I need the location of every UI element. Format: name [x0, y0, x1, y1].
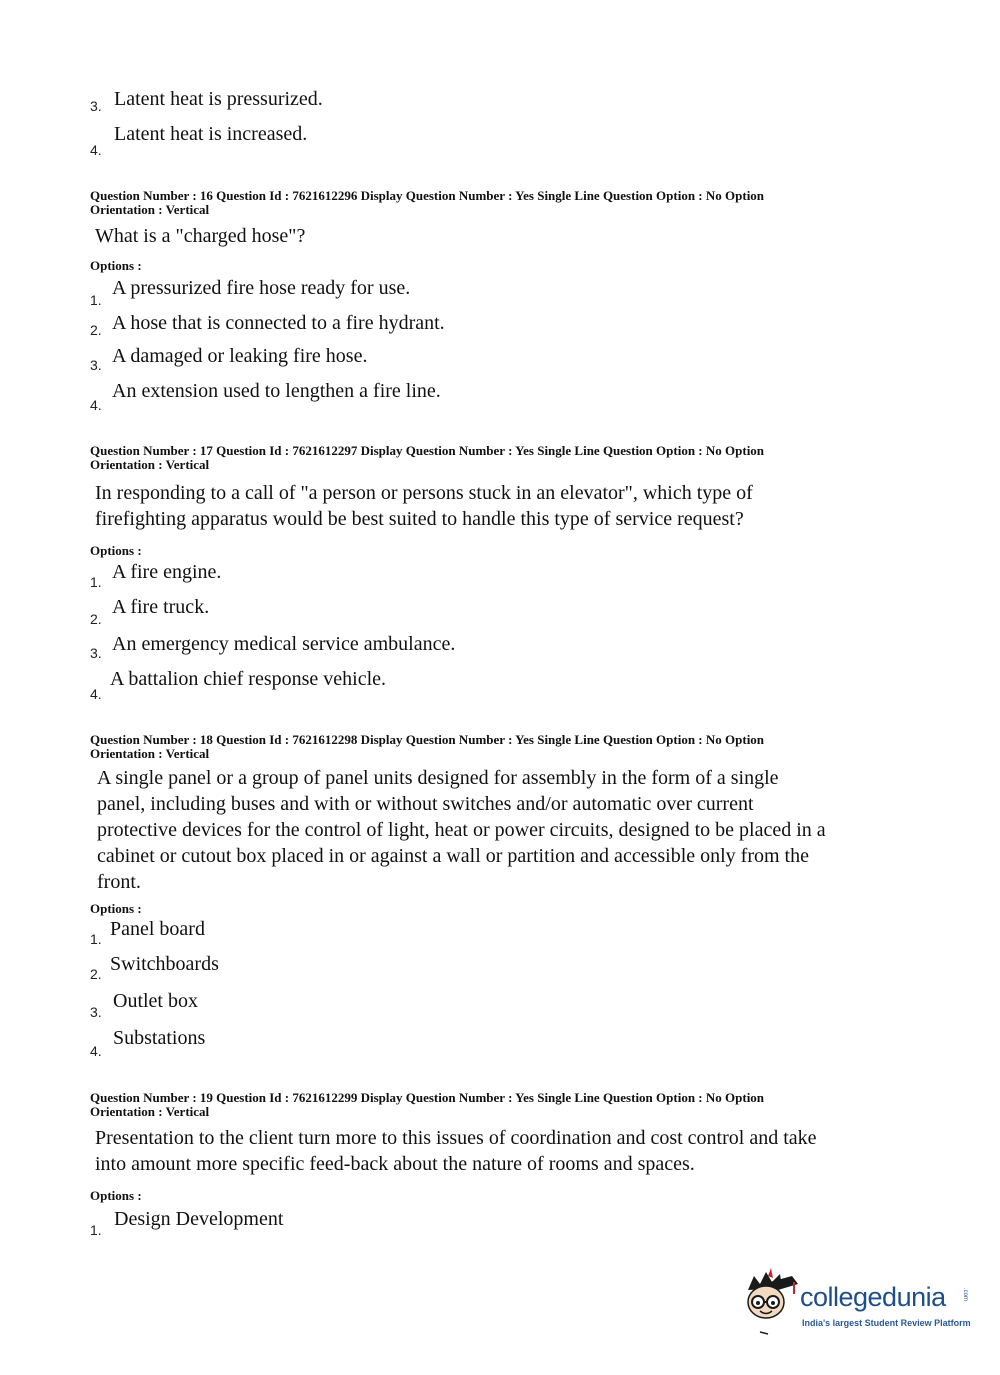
- question-meta: [90, 189, 890, 217]
- question-text-line: Presentation to the client turn more to this issues of coordination and cost control and take: [95, 1127, 817, 1149]
- option-number: 4.: [90, 397, 102, 413]
- question-text: [95, 223, 305, 249]
- option-text: An emergency medical service ambulance.: [112, 633, 456, 655]
- option-number: 1.: [90, 574, 102, 590]
- option-number: 1.: [90, 931, 102, 947]
- option-number: 3.: [90, 645, 102, 661]
- question-meta-line2: Orientation : Vertical: [90, 457, 210, 472]
- option-text: An extension used to lengthen a fire line.: [112, 380, 441, 402]
- option-text: Latent heat is increased.: [114, 123, 308, 145]
- question-text-line: What is a "charged hose"?: [95, 225, 306, 247]
- option-number: 4.: [90, 142, 102, 158]
- student-mascot-icon: [740, 1268, 800, 1338]
- collegedunia-logo[interactable]: [740, 1268, 970, 1343]
- logo-suffix: .com: [962, 1288, 968, 1302]
- options-label: Options :: [90, 901, 142, 916]
- option-number: 4.: [90, 1043, 102, 1059]
- question-meta-line1: Question Number : 18 Question Id : 7621612298 Display Question Number : Yes Single Line Question Option : No Option: [90, 732, 765, 747]
- option-text: Substations: [113, 1027, 206, 1049]
- option-number: 1.: [90, 292, 102, 308]
- option-text: A fire engine.: [112, 561, 222, 583]
- options-label: Options :: [90, 258, 142, 273]
- option-text: Panel board: [110, 918, 205, 940]
- option-number: 2.: [90, 611, 102, 627]
- question-text-line: A single panel or a group of panel units designed for assembly in the form of a single: [97, 767, 779, 789]
- question-text-line: panel, including buses and with or without switches and/or automatic over current: [97, 793, 754, 815]
- question-text-line: cabinet or cutout box placed in or against a wall or partition and accessible only from the: [97, 845, 809, 867]
- question-text-line: firefighting apparatus would be best suited to handle this type of service request?: [95, 508, 744, 530]
- options-label: Options :: [90, 543, 142, 558]
- question-text-line: protective devices for the control of light, heat or power circuits, designed to be placed in a: [97, 819, 826, 841]
- question-meta-line2: Orientation : Vertical: [90, 1104, 210, 1119]
- options-label: Options :: [90, 1188, 142, 1203]
- question-meta: [90, 1091, 890, 1119]
- logo-tagline: India's largest Student Review Platform: [802, 1318, 971, 1328]
- question-meta: [90, 733, 890, 761]
- option-text: A damaged or leaking fire hose.: [112, 345, 368, 367]
- question-meta-line1: Question Number : 17 Question Id : 7621612297 Display Question Number : Yes Single Line Question Option : No Option: [90, 443, 765, 458]
- question-meta-line1: Question Number : 19 Question Id : 7621612299 Display Question Number : Yes Single Line Question Option : No Option: [90, 1090, 765, 1105]
- option-number: 4.: [90, 686, 102, 702]
- question-meta-line1: Question Number : 16 Question Id : 7621612296 Display Question Number : Yes Single Line Question Option : No Option: [90, 188, 765, 203]
- question-text-line: into amount more specific feed-back about the nature of rooms and spaces.: [95, 1153, 695, 1175]
- option-text: Latent heat is pressurized.: [114, 88, 323, 110]
- option-text: A pressurized fire hose ready for use.: [112, 277, 411, 299]
- question-text-line: front.: [97, 871, 141, 893]
- option-number: 3.: [90, 357, 102, 373]
- option-number: 2.: [90, 966, 102, 982]
- option-text: Outlet box: [113, 990, 198, 1012]
- question-meta: [90, 444, 890, 472]
- question-meta-line2: Orientation : Vertical: [90, 202, 210, 217]
- option-number: 3.: [90, 1004, 102, 1020]
- logo-wordmark: collegedunia: [800, 1282, 946, 1312]
- question-text: [95, 480, 753, 532]
- question-text: [97, 765, 826, 895]
- option-text: Switchboards: [110, 953, 219, 975]
- option-text: A battalion chief response vehicle.: [110, 668, 387, 690]
- option-number: 2.: [90, 322, 102, 338]
- option-text: A fire truck.: [112, 596, 210, 618]
- question-text-line: In responding to a call of "a person or persons stuck in an elevator", which type of: [95, 482, 753, 504]
- option-number: 1.: [90, 1222, 102, 1238]
- option-text: Design Development: [114, 1208, 284, 1230]
- question-text: [95, 1125, 817, 1177]
- question-meta-line2: Orientation : Vertical: [90, 746, 210, 761]
- option-text: A hose that is connected to a fire hydrant.: [112, 312, 445, 334]
- option-number: 3.: [90, 98, 102, 114]
